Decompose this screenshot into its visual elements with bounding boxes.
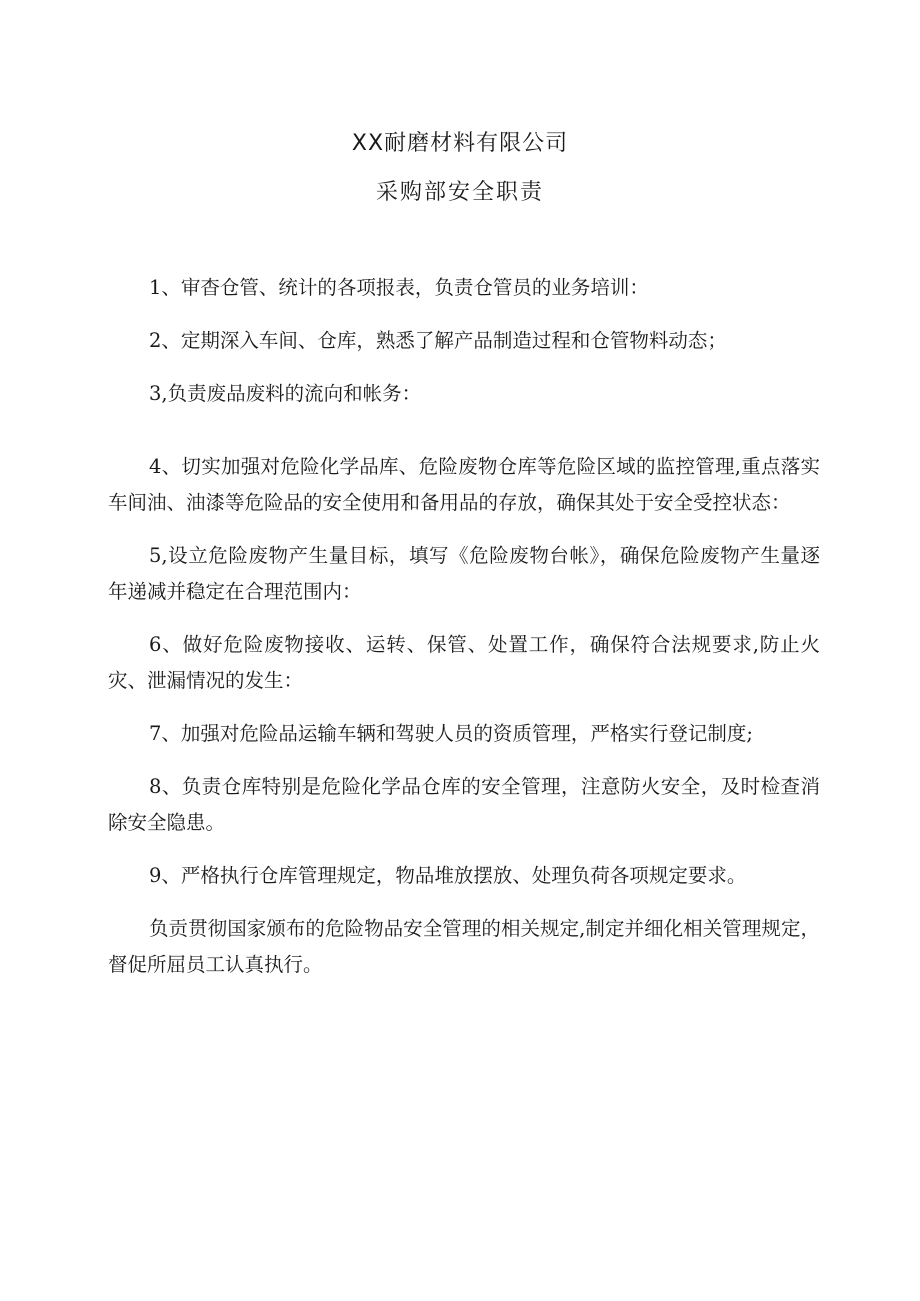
paragraph-item-2: 2、定期深入车间、仓库，熟悉了解产品制造过程和仓管物料动态； xyxy=(149,329,727,352)
paragraph-item-7: 7、加强对危险品运输车辆和驾驶人员的资质管理，严格实行登记制度; xyxy=(149,722,753,745)
document-body xyxy=(108,270,820,1000)
document-title: 采购部安全职责 xyxy=(375,180,544,205)
paragraph-item-4: 4、切实加强对危险化学品库、危险废物仓库等危险区域的监控管理,重点落实车间油、油漆等危险品的安全使用和备用品的存放，确保其处于安全受控状态： xyxy=(108,455,820,514)
paragraph-item-8: 8、负责仓库特别是危险化学品仓库的安全管理，注意防火安全，及时检查消除安全隐患。 xyxy=(108,775,820,834)
paragraph-item-5: 5,设立危险废物产生量目标，填写《危险废物台帐》，确保危险废物产生量逐年递减并稳定在合理范围内： xyxy=(108,544,820,603)
paragraph-item-3: 3,负责废品废料的流向和帐务： xyxy=(149,382,422,405)
paragraph-closing: 负贡贯彻国家颁布的危险物品安全管理的相关规定,制定并细化相关管理规定，督促所屈员工认真执行。 xyxy=(108,917,820,976)
paragraph-item-1: 1、审杳仓管、统计的各项报表，负责仓管员的业务培训： xyxy=(149,276,649,299)
company-name: XX耐磨材料有限公司 xyxy=(351,131,569,156)
paragraph-item-6: 6、做好危险废物接收、运转、保管、处置工作，确保符合法规要求,防止火灾、泄漏情况的发生： xyxy=(108,633,820,692)
paragraph-item-9: 9、严格执行仓库管理规定，物品堆放摆放、处理负荷各项规定要求。 xyxy=(149,864,747,887)
